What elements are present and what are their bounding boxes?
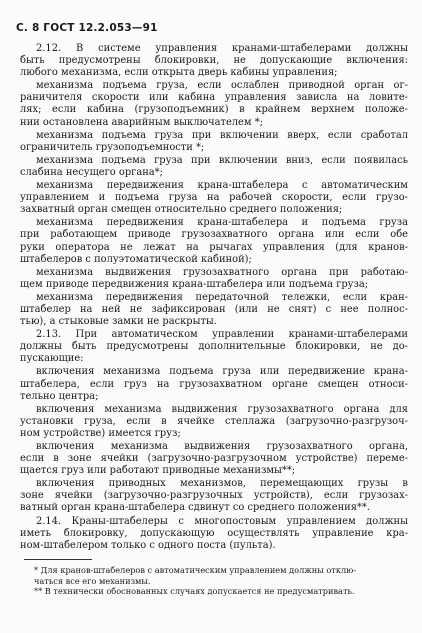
text-line: 2.13. При автоматическом управлении кранами-штабелерами (36, 329, 408, 341)
text-line: ограничитель грузоподъемности *; (20, 141, 205, 153)
text-line: механизма подъема груза при включении вниз, если появилась (36, 154, 408, 166)
footnote-divider (24, 559, 92, 560)
page-header: С. 8 ГОСТ 12.2.053—91 (16, 22, 158, 34)
text-line: тельно центра; (20, 390, 99, 402)
text-line: механизма передвижения крана-штабелера с автоматическим (36, 180, 408, 192)
paragraph (20, 404, 408, 440)
paragraph (20, 130, 408, 154)
text-line: быть предусмотрены блокировки, не допускающие включения: (20, 55, 408, 67)
paragraph (20, 292, 408, 328)
text-line: зоне ячейки (загрузочно-разгрузочных устройств), если грузозах- (20, 490, 408, 502)
text-line: руки оператора не лежат на рычагах управления (для кранов- (20, 241, 408, 253)
text-line: ном-штабелером только с одного поста (пульта). (20, 539, 276, 551)
text-line: щем приводе передвижения крана-штабелера или подъема груза; (20, 278, 369, 290)
text-line: должны быть предусмотрены дополнительные блокировки, не до- (20, 341, 408, 353)
paragraph (20, 80, 408, 128)
footnote-line: ** В технически обоснованных случаях допускается не предусматривать. (34, 586, 355, 596)
text-line: механизма подъема груза при включении вверх, если сработал (36, 129, 408, 141)
text-line: любого механизма, если открыта дверь кабины управления; (20, 67, 338, 79)
paragraph (20, 180, 408, 216)
paragraph (20, 441, 408, 477)
text-line: лях; если кабина (грузоподъемник) в крайнем верхнем положе- (20, 104, 408, 116)
paragraph (20, 267, 408, 291)
text-line: установки груза, если в ячейке стеллажа (загрузочно-разгрузоч- (20, 415, 408, 427)
text-line: 2.14. Краны-штабелеры с многопостовым управлением должны (36, 515, 408, 527)
text-line: тью), а стыковые замки не раскрыты. (20, 316, 217, 328)
paragraph (20, 217, 408, 265)
text-line: 2.12. В системе управления кранами-штабелерами должны (36, 43, 408, 54)
text-line: штабелеров с полуэтоматической кабиной); (20, 253, 252, 265)
text-line: включения механизма выдвижения грузозахватного органа для (36, 403, 408, 415)
paragraph (20, 478, 408, 514)
paragraph (20, 516, 408, 552)
text-line: штабелер на ней не зафиксирован (или не снят) с нее полнос- (20, 303, 408, 315)
text-line: пускающие: (20, 353, 84, 365)
document-body (20, 43, 408, 553)
text-line: слабина несущего органа*; (20, 166, 163, 178)
text-line: при работающем приводе грузозахватного органа или если обе (20, 229, 408, 241)
text-line: управлением и подъема груза на рабочей скорости, если грузо- (20, 192, 408, 204)
paragraph (20, 366, 408, 402)
text-line: ном устройстве) имеется груз; (20, 427, 181, 439)
text-line: нии остановлена аварийным выключателем *; (20, 116, 263, 128)
footnote (34, 565, 394, 586)
text-line: ватный орган крана-штабелера сдвинут со среднего положения**. (20, 502, 370, 514)
footnotes (34, 565, 394, 597)
text-line: механизма передвижения крана-штабелера и подъема груза (36, 217, 408, 229)
footnote-line: * Для кранов-штабелеров с автоматическим управлением должны отклю- (34, 565, 357, 575)
text-line: механизма выдвижения грузозахватного органа при работаю- (36, 266, 408, 278)
text-line: если в зоне ячейки (загрузочно-разгрузочном устройстве) переме- (20, 453, 408, 465)
paragraph (20, 155, 408, 179)
text-line: включения механизма выдвижения грузозахватного органа, (36, 441, 408, 452)
text-line: раничителя скорости или кабина управления зависла на ловите- (20, 92, 408, 104)
paragraph (20, 43, 408, 79)
text-line: механизма передвижения передаточной тележки, если кран- (36, 291, 408, 303)
text-line: захватный орган смещен относительно среднего положения; (20, 204, 343, 216)
text-line: щается груз или работают приводные механизмы**; (20, 465, 296, 477)
paragraph (20, 329, 408, 365)
footnote (34, 586, 394, 597)
text-line: включения приводных механизмов, перемещающих грузы в (36, 478, 408, 490)
text-line: иметь блокировку, допускающую осуществлять управление кра- (20, 527, 408, 539)
text-line: включения механизма подъема груза или передвижение крана- (36, 366, 408, 378)
text-line: штабелера, если груз на грузозахватном органе смещен относи- (20, 378, 408, 390)
text-line: механизма подъема груза, если ослаблен приводной орган ог- (36, 80, 408, 92)
footnote-line: чаться все его механизмы. (34, 575, 151, 586)
